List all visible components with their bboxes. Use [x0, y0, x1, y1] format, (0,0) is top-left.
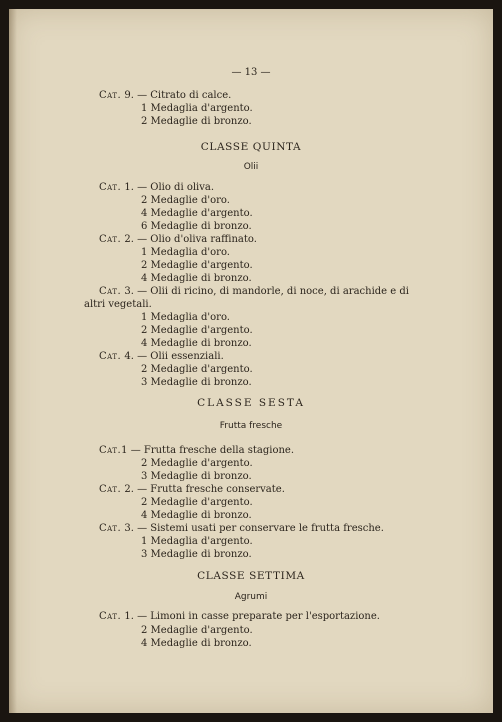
cat-abbreviation: Cat.: [99, 523, 122, 534]
cat-abbreviation: Cat.: [99, 182, 122, 193]
cat-abbreviation: Cat.: [99, 445, 122, 456]
document-page: [9, 9, 493, 713]
medal-line: 2 Medaglie d'argento.: [141, 625, 253, 636]
category-heading: [99, 611, 380, 623]
medal-line: 2 Medaglie d'argento.: [141, 497, 253, 508]
category-text: 9. — Citrato di calce.: [121, 90, 232, 101]
category-text: 2. — Olio d'oliva raffinato.: [121, 234, 257, 245]
medal-line: 4 Medaglie di bronzo.: [141, 338, 252, 349]
medal-line: 3 Medaglie di bronzo.: [141, 471, 252, 482]
medal-line: 4 Medaglie di bronzo.: [141, 638, 252, 649]
category-text: 1. — Olio di oliva.: [121, 182, 215, 193]
category-text: 3. — Sistemi usati per conservare le frutta fresche.: [121, 523, 384, 534]
cat-abbreviation: Cat.: [99, 484, 122, 495]
category-text: 2. — Frutta fresche conservate.: [121, 484, 285, 495]
section-subtitle: Frutta fresche: [219, 421, 283, 431]
category-text: 4. — Olii essenziali.: [121, 351, 224, 362]
medal-line: 6 Medaglie di bronzo.: [141, 221, 252, 232]
category-text: 1. — Limoni in casse preparate per l'esportazione.: [121, 611, 380, 622]
medal-line: 4 Medaglie di bronzo.: [141, 510, 252, 521]
cat-abbreviation: Cat.: [99, 90, 122, 101]
category-text: 3. — Olii di ricino, di mandorle, di noce, di arachide e di: [121, 286, 409, 297]
medal-line: 1 Medaglia d'argento.: [141, 103, 253, 114]
medal-line: 3 Medaglie di bronzo.: [141, 377, 252, 388]
section-title: CLASSE QUINTA: [200, 141, 302, 153]
page-number: — 13 —: [231, 67, 271, 78]
section-title: CLASSE SESTA: [197, 397, 305, 409]
medal-line: 3 Medaglie di bronzo.: [141, 549, 252, 560]
category-heading: [99, 234, 257, 246]
medal-line: 2 Medaglie d'argento.: [141, 364, 253, 375]
category-heading: [99, 445, 294, 457]
category-heading: [99, 286, 409, 298]
category-heading: [99, 351, 224, 363]
medal-line: 2 Medaglie d'argento.: [141, 458, 253, 469]
category-heading: [99, 484, 285, 496]
medal-line: 2 Medaglie d'argento.: [141, 325, 253, 336]
cat-abbreviation: Cat.: [99, 351, 122, 362]
medal-line: 1 Medaglia d'oro.: [141, 312, 230, 323]
category-text-continued: altri vegetali.: [84, 299, 152, 310]
section-subtitle: Olii: [243, 162, 259, 172]
category-heading: [99, 182, 214, 194]
cat-abbreviation: Cat.: [99, 286, 122, 297]
section-subtitle: Agrumi: [234, 592, 268, 602]
section-title: CLASSE SETTIMA: [197, 570, 305, 582]
medal-line: 4 Medaglie di bronzo.: [141, 273, 252, 284]
medal-line: 1 Medaglia d'argento.: [141, 536, 253, 547]
medal-line: 1 Medaglia d'oro.: [141, 247, 230, 258]
medal-line: 4 Medaglie d'argento.: [141, 208, 253, 219]
medal-line: 2 Medaglie d'oro.: [141, 195, 230, 206]
medal-line: 2 Medaglie d'argento.: [141, 260, 253, 271]
medal-line: 2 Medaglie di bronzo.: [141, 116, 252, 127]
cat-abbreviation: Cat.: [99, 611, 122, 622]
category-text: 1 — Frutta fresche della stagione.: [121, 445, 295, 456]
cat-abbreviation: Cat.: [99, 234, 122, 245]
category-heading: [99, 523, 384, 535]
category-heading: [99, 90, 231, 102]
